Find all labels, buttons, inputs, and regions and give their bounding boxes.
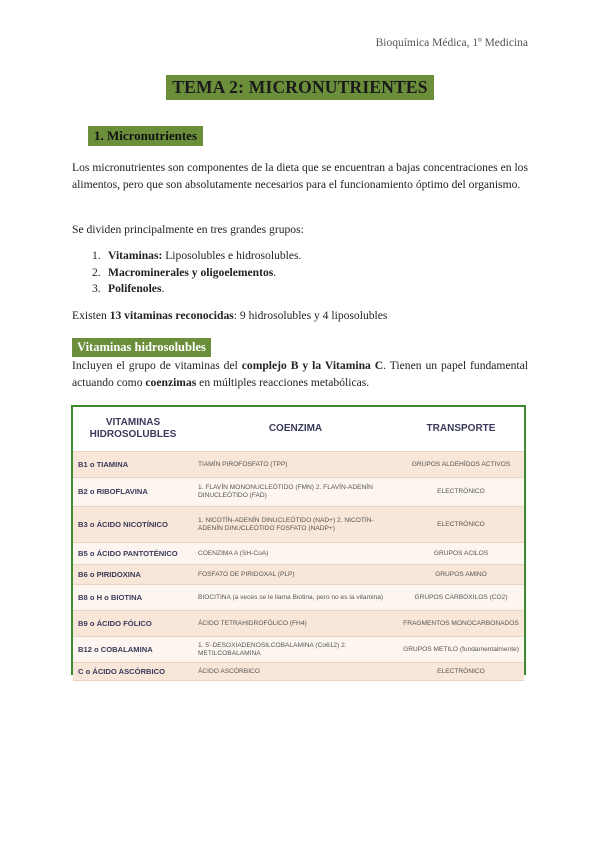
table-row (73, 585, 524, 611)
vitamins-table-box (71, 405, 526, 675)
table-row (73, 565, 524, 585)
table-row (73, 507, 524, 543)
list-rest: . (273, 265, 277, 279)
list-item (92, 248, 301, 265)
col-header-coenzima: COENZIMA (193, 407, 398, 452)
cell-vitamin: B12 o COBALAMINA (73, 637, 193, 663)
cell-vitamin: B3 o ÁCIDO NICOTÍNICO (73, 507, 193, 543)
text-run: en múltiples reacciones metabólicas. (196, 376, 370, 389)
cell-vitamin: C o ÁCIDO ASCÓRBICO (73, 663, 193, 681)
list-bold: Macrominerales y oligoelementos (108, 265, 274, 279)
table-row (73, 611, 524, 637)
cell-transporte: GRUPOS ACILOS (398, 543, 524, 565)
cell-transporte: FRAGMENTOS MONOCARBONADOS (398, 611, 524, 637)
list-item (92, 281, 301, 298)
groups-intro: Se dividen principalmente en tres grandes grupos: (72, 223, 304, 236)
text-bold: 13 vitaminas reconocidas (109, 309, 234, 322)
list-number: 1. (92, 249, 101, 262)
cell-coenzima: 1. 5'-DESOXIADENOSILCOBALAMINA (Co612) 2. METILCOBALAMINA (193, 637, 398, 663)
vitamins-count (72, 307, 528, 324)
cell-coenzima: 1. NICOTÍN-ADENÍN DINUCLEÓTIDO (NAD+) 2. NICOTÍN-ADENÍN DINUCLEÓTIDO FOSFATO (NADP+) (193, 507, 398, 543)
list-number: 3. (92, 282, 101, 295)
table-row (73, 452, 524, 478)
text-run: Existen (72, 309, 110, 322)
cell-coenzima: ÁCIDO TETRAHIDROFÓLICO (FH4) (193, 611, 398, 637)
cell-transporte: ELECTRÓNICO (398, 663, 524, 681)
text-run: . Tienen un papel fundamental actuando como (72, 359, 528, 389)
cell-vitamin: B8 o H o BIOTINA (73, 585, 193, 611)
vitamins-table (73, 407, 524, 681)
list-bold: Vitaminas: (108, 249, 163, 262)
cell-coenzima: 1. FLAVÍN MONONUCLEÓTIDO (FMN) 2. FLAVÍN-ADENÍN DINUCLEÓTIDO (FAD) (193, 478, 398, 507)
list-number: 2. (92, 265, 101, 279)
cell-coenzima: FOSFATO DE PIRIDOXAL (PLP) (193, 565, 398, 585)
list-bold: Polifenoles (108, 282, 162, 295)
text-run: Incluyen el grupo de vitaminas del (72, 359, 242, 372)
list-item (92, 265, 301, 282)
col-header-vitaminas: VITAMINAS HIDROSOLUBLES (73, 407, 193, 452)
cell-vitamin: B1 o TIAMINA (73, 452, 193, 478)
cell-vitamin: B5 o ÁCIDO PANTOTÉNICO (73, 543, 193, 565)
cell-transporte: GRUPOS AMINO (398, 565, 524, 585)
cell-coenzima: BIOCITINA (a veces se le llama Biotina, pero no es la vitamina) (193, 585, 398, 611)
cell-transporte: ELECTRÓNICO (398, 478, 524, 507)
cell-transporte: GRUPOS METILO (fundamentalmente) (398, 637, 524, 663)
cell-transporte: GRUPOS ALDEHÍDOS ACTIVOS (398, 452, 524, 478)
text-bold: coenzimas (145, 376, 197, 389)
cell-coenzima: COENZIMA A (SH-CoA) (193, 543, 398, 565)
cell-vitamin: B6 o PIRIDOXINA (73, 565, 193, 585)
hydro-paragraph (72, 357, 528, 391)
table-row (73, 478, 524, 507)
page-title: TEMA 2: MICRONUTRIENTES (166, 75, 433, 100)
cell-vitamin: B2 o RIBOFLAVINA (73, 478, 193, 507)
col-header-transporte: TRANSPORTE (398, 407, 524, 452)
section-heading: 1. Micronutrientes (88, 126, 203, 146)
cell-transporte: GRUPOS CARBOXILOS (CO2) (398, 585, 524, 611)
cell-transporte: ELECTRÓNICO (398, 507, 524, 543)
table-row (73, 637, 524, 663)
text-run: : 9 hidrosolubles y 4 liposolubles (233, 309, 388, 322)
cell-coenzima: TIAMÍN PIROFOSFATO (TPP) (193, 452, 398, 478)
text-bold: complejo B y la Vitamina C (241, 359, 384, 372)
groups-list (92, 248, 301, 298)
header-course: Bioquímica Médica, 1º Medicina (375, 37, 528, 49)
title-wrap (0, 75, 600, 100)
cell-vitamin: B9 o ÁCIDO FÓLICO (73, 611, 193, 637)
intro-paragraph: Los micronutrientes son componentes de la dieta que se encuentran a bajas concentraciones en los alimentos, pero que son absolutamente necesarios para el funcionamiento óptimo del organismo. (72, 161, 528, 191)
cell-coenzima: ÁCIDO ASCÓRBICO (193, 663, 398, 681)
hydro-heading: Vitaminas hidrosolubles (72, 338, 211, 357)
table-row (73, 663, 524, 681)
list-rest: Liposolubles e hidrosolubles. (162, 249, 302, 262)
table-row (73, 543, 524, 565)
list-rest: . (161, 282, 165, 295)
